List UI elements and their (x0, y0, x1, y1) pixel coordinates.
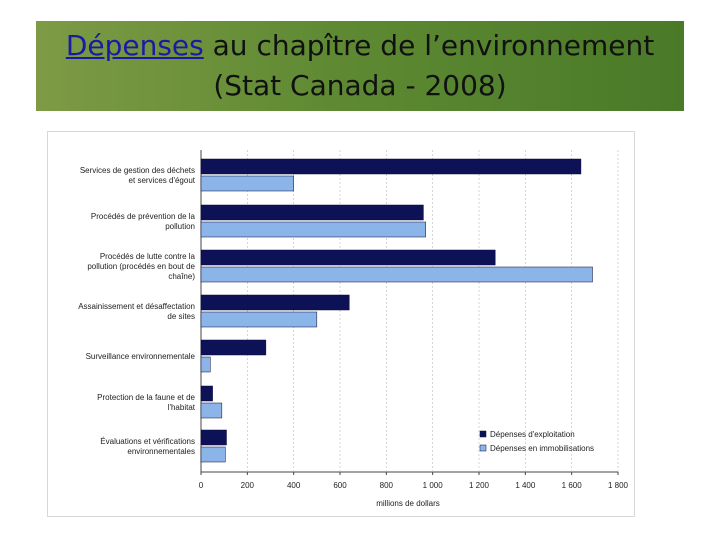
bar-immobilisations (201, 447, 225, 462)
x-tick-label: 1 200 (468, 481, 490, 490)
bar-immobilisations (201, 403, 222, 418)
x-tick-label: 800 (379, 481, 394, 490)
bar-immobilisations (201, 222, 426, 237)
x-axis-label: millions de dollars (376, 499, 440, 508)
x-tick-label: 1 600 (561, 481, 582, 490)
bar-chart (48, 132, 634, 516)
bar-exploitation (201, 250, 495, 265)
bar-immobilisations (201, 176, 294, 191)
legend-swatch (480, 445, 486, 451)
x-tick-label: 600 (333, 481, 347, 490)
bar-exploitation (201, 205, 423, 220)
category-label: Surveillance environnementale (85, 352, 195, 361)
bar-exploitation (201, 386, 213, 401)
x-tick-label: 200 (240, 481, 255, 490)
x-tick-label: 1 800 (607, 481, 629, 490)
category-label: Protection de la faune et de l'habitat (97, 393, 195, 412)
category-label: Procédés de lutte contre la pollution (procédés en bout de chaîne) (87, 252, 195, 281)
bar-exploitation (201, 430, 226, 445)
x-tick-label: 1 000 (422, 481, 443, 490)
title-text: au chapître de l’environnement (203, 29, 655, 62)
x-tick-label: 400 (286, 481, 301, 490)
chart-panel (47, 131, 635, 517)
slide-title (36, 26, 684, 106)
bar-immobilisations (201, 357, 210, 372)
legend-label: Dépenses en immobilisations (490, 444, 595, 453)
bar-immobilisations (201, 267, 593, 282)
bar-immobilisations (201, 312, 317, 327)
bar-exploitation (201, 340, 266, 355)
x-tick-label: 1 400 (515, 481, 536, 490)
title-subtitle: (Stat Canada - 2008) (213, 69, 507, 102)
legend-swatch (480, 431, 486, 437)
title-link[interactable]: Dépenses (65, 29, 204, 62)
category-label: Services de gestion des déchets et services d'égout (79, 166, 195, 185)
x-tick-label: 0 (198, 481, 204, 490)
bar-exploitation (201, 295, 349, 310)
category-label: Évaluations et vérifications environnementales (100, 437, 195, 456)
category-label: Assainissement et désaffectation de sites (78, 302, 195, 321)
category-label: Procédés de prévention de la pollution (90, 212, 195, 231)
bar-exploitation (201, 159, 581, 174)
legend-label: Dépenses d'exploitation (490, 430, 575, 439)
